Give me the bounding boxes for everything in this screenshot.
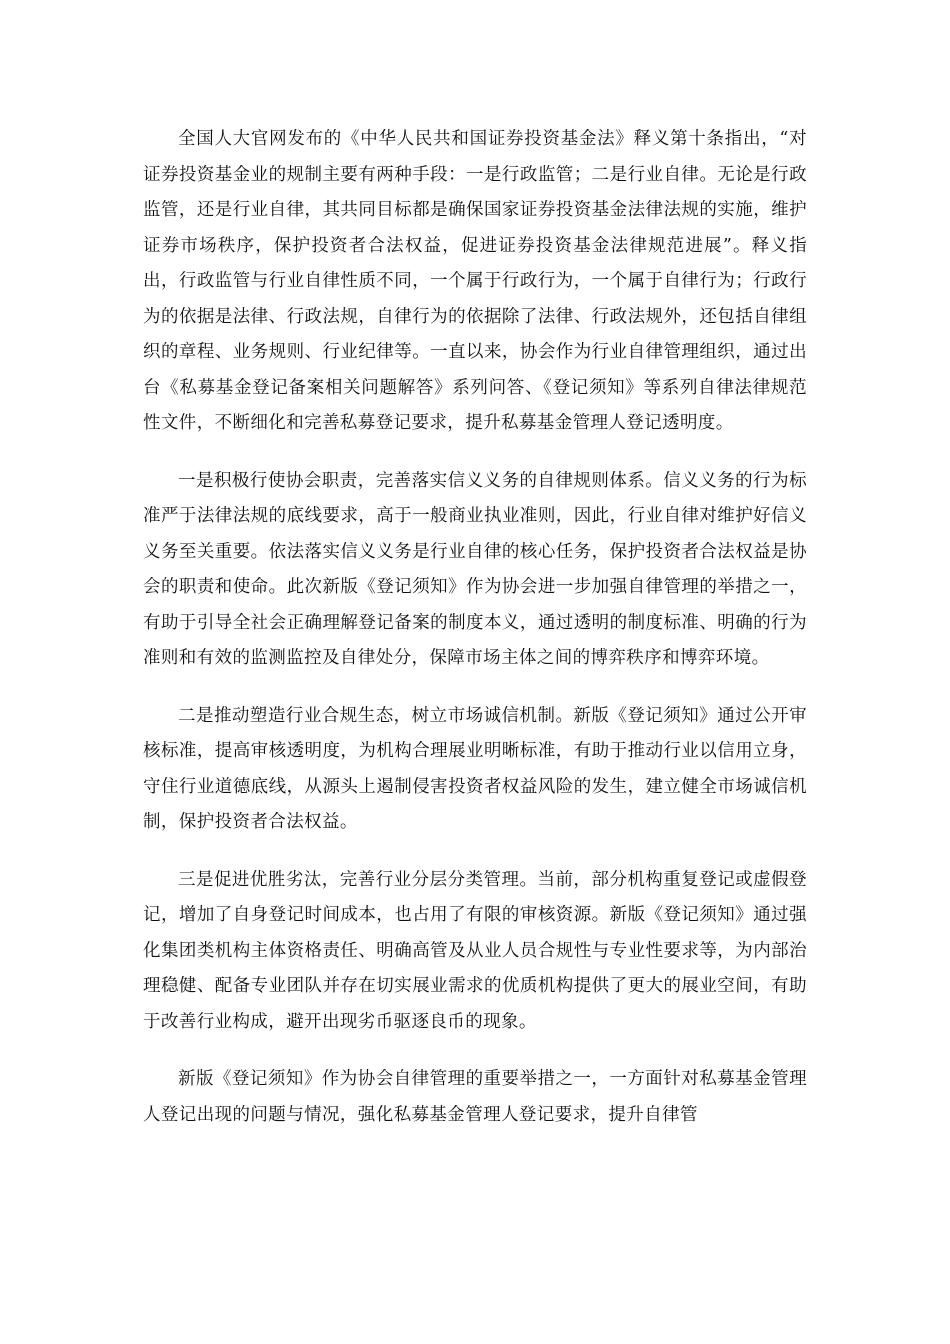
paragraph-conclusion: 新版《登记须知》作为协会自律管理的重要举措之一，一方面针对私募基金管理人登记出现的问题与情况，强化私募基金管理人登记要求，提升自律管 (143, 1069, 807, 1125)
paragraph-regulation-intro: 全国人大官网发布的《中华人民共和国证券投资基金法》释义第十条指出，“对证券投资基金业的规制主要有两种手段：一是行政监管；二是行业自律。无论是行政监管，还是行业自律，其共同目标都是确保国家证券投资基金法律法规的实施，维护证券市场秩序，保护投资者合法权益，促进证券投资基金法律规范进展”。释义指出，行政监管与行业自律性质不同，一个属于行政行为，一个属于自律行为；行政行为的依据是法律、行政法规，自律行为的依据除了法律、行政法规外，还包括自律组织的章程、业务规则、行业纪律等。一直以来，协会作为行业自律管理组织，通过出台《私募基金登记备案相关问题解答》系列问答、《登记须知》等系列自律法律规范性文件，不断细化和完善私募登记要求，提升私募基金管理人登记透明度。 (143, 129, 807, 433)
paragraph-point-one: 一是积极行使协会职责，完善落实信义义务的自律规则体系。信义义务的行为标准严于法律法规的底线要求，高于一般商业执业准则，因此，行业自律对维护好信义义务至关重要。依法落实信义义务是行业自律的核心任务，保护投资者合法权益是协会的职责和使命。此次新版《登记须知》作为协会进一步加强自律管理的举措之一，有助于引导全社会正确理解登记备案的制度本义，通过透明的制度标准、明确的行为准则和有效的监测监控及自律处分，保障市场主体之间的博弈秩序和博弈环境。 (143, 470, 807, 668)
paragraph-point-three: 三是促进优胜劣汰，完善行业分层分类管理。当前，部分机构重复登记或虚假登记，增加了自身登记时间成本，也占用了有限的审核资源。新版《登记须知》通过强化集团类机构主体资格责任、明确高管及从业人员合规性与专业性要求等，为内部治理稳健、配备专业团队并存在切实展业需求的优质机构提供了更大的展业空间，有助于改善行业构成，避开出现劣币驱逐良币的现象。 (143, 869, 807, 1032)
paragraph-point-two: 二是推动塑造行业合规生态，树立市场诚信机制。新版《登记须知》通过公开审核标准，提高审核透明度，为机构合理展业明晰标准，有助于推动行业以信用立身，守住行业道德底线，从源头上遏制侵害投资者权益风险的发生，建立健全市场诚信机制，保护投资者合法权益。 (143, 705, 807, 832)
document-body (143, 122, 807, 1133)
